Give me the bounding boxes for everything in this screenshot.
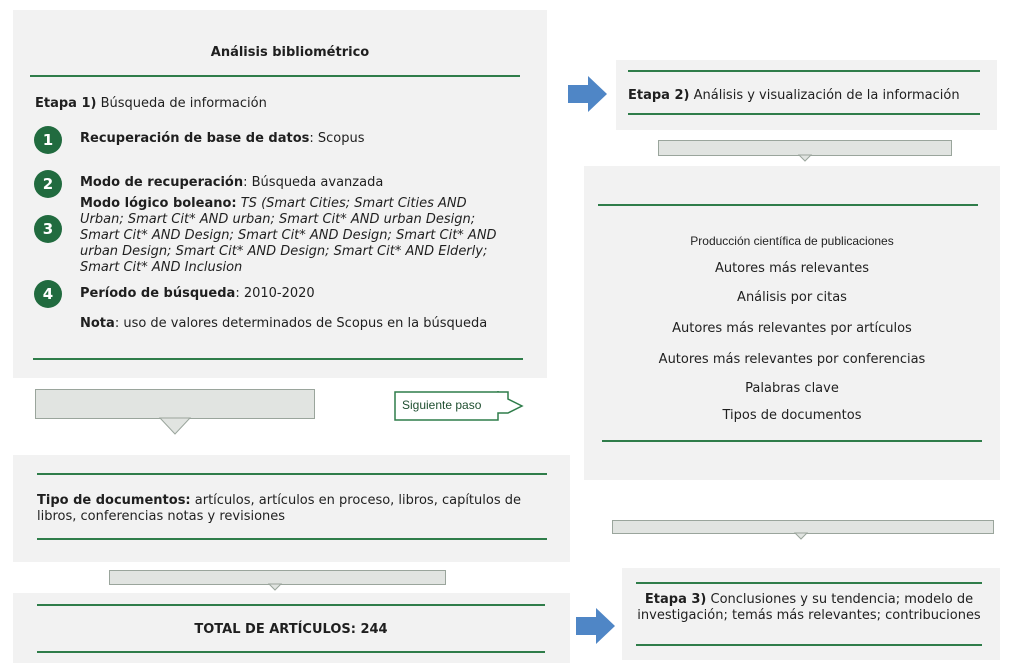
stage1-label: Etapa 1): [35, 96, 97, 111]
down-arrow-4: [795, 533, 807, 540]
connector-bar-4: [612, 520, 994, 534]
stage1-top-rule: [30, 75, 520, 77]
analysis-item: Análisis por citas: [737, 290, 847, 305]
step-4-badge: 4: [34, 280, 62, 308]
doc-types-bottom-rule: [37, 538, 547, 540]
blue-arrow-to-stage2: [568, 76, 608, 112]
connector-bar-3: [658, 140, 952, 156]
step-1-text: [80, 131, 365, 147]
step-2-badge: 2: [34, 170, 62, 198]
stage1-bottom-rule: [33, 358, 523, 360]
doc-types-label: Tipo de documentos:: [37, 493, 191, 508]
stage1-text: Búsqueda de información: [100, 96, 267, 111]
stage2-top-rule: [628, 70, 980, 72]
stage3-text: [636, 592, 982, 624]
doc-types-text: [37, 493, 557, 525]
stage2-heading: [628, 88, 960, 104]
step-1-value: : Scopus: [309, 131, 365, 146]
next-step-label: Siguiente paso: [402, 398, 482, 412]
step-2-label: Modo de recuperación: [80, 175, 244, 190]
step-4-value: : 2010-2020: [235, 286, 315, 301]
step-3-text: [80, 196, 510, 276]
analysis-item: Autores más relevantes por artículos: [672, 321, 912, 336]
stage1-title: Análisis bibliométrico: [210, 45, 370, 60]
analysis-item: Producción científica de publicaciones: [690, 234, 894, 248]
stage3-top-rule: [636, 582, 982, 584]
total-text: TOTAL DE ARTÍCULOS: 244: [194, 622, 388, 637]
stage3-value: Conclusiones y su tendencia; modelo de investigación; temás más relevantes; contribuciones: [637, 592, 981, 623]
note-text: [80, 316, 500, 332]
stage2-bottom-rule: [628, 113, 980, 115]
stage3-label: Etapa 3): [644, 592, 707, 607]
analysis-item: Palabras clave: [745, 381, 839, 396]
connector-bar-2: [109, 570, 446, 585]
stage2-label: Etapa 2): [628, 88, 690, 103]
analysis-item: Autores más relevantes por conferencias: [658, 352, 926, 367]
step-4-label: Período de búsqueda: [80, 286, 236, 301]
total-bottom-rule: [37, 651, 545, 653]
step-2-value: : Búsqueda avanzada: [243, 175, 384, 190]
step-1-badge: 1: [34, 126, 62, 154]
analysis-item: Autores más relevantes: [714, 261, 870, 276]
down-arrow-2: [269, 584, 281, 591]
note-label: Nota: [80, 316, 115, 331]
step-3-badge: 3: [34, 215, 62, 243]
step-4-text: [80, 286, 315, 302]
blue-arrow-to-stage3: [576, 608, 616, 644]
stage1-heading: [35, 96, 267, 112]
doc-types-value: artículos, artículos en proceso, libros, capítulos de libros, conferencias notas y revisiones: [37, 493, 521, 524]
connector-bar-1: [35, 389, 315, 419]
note-value: : uso de valores determinados de Scopus en la búsqueda: [114, 316, 488, 331]
analysis-top-rule: [598, 204, 978, 206]
step-3-value: TS (Smart Cities; Smart Cities AND Urban; Smart Cit* AND urban; Smart Cit* AND urban Design; Smart Cit* AND Design; Smart Cit* AND Design; Smart Cit* AND urban Design; Smart Cit* AND Design; Smart Cit* AND Elderly; Smart Cit* AND Inclusion: [80, 196, 497, 275]
analysis-bottom-rule: [602, 440, 982, 442]
step-3-label: Modo lógico boleano:: [80, 196, 237, 211]
down-arrow-1: [160, 418, 190, 436]
down-arrow-3: [799, 155, 811, 162]
step-1-label: Recuperación de base de datos: [80, 131, 310, 146]
stage3-bottom-rule: [636, 644, 982, 646]
analysis-item: Tipos de documentos: [722, 408, 862, 423]
total-top-rule: [37, 604, 545, 606]
stage2-text: Análisis y visualización de la información: [693, 88, 960, 103]
step-2-text: [80, 175, 383, 191]
doc-types-top-rule: [37, 473, 547, 475]
